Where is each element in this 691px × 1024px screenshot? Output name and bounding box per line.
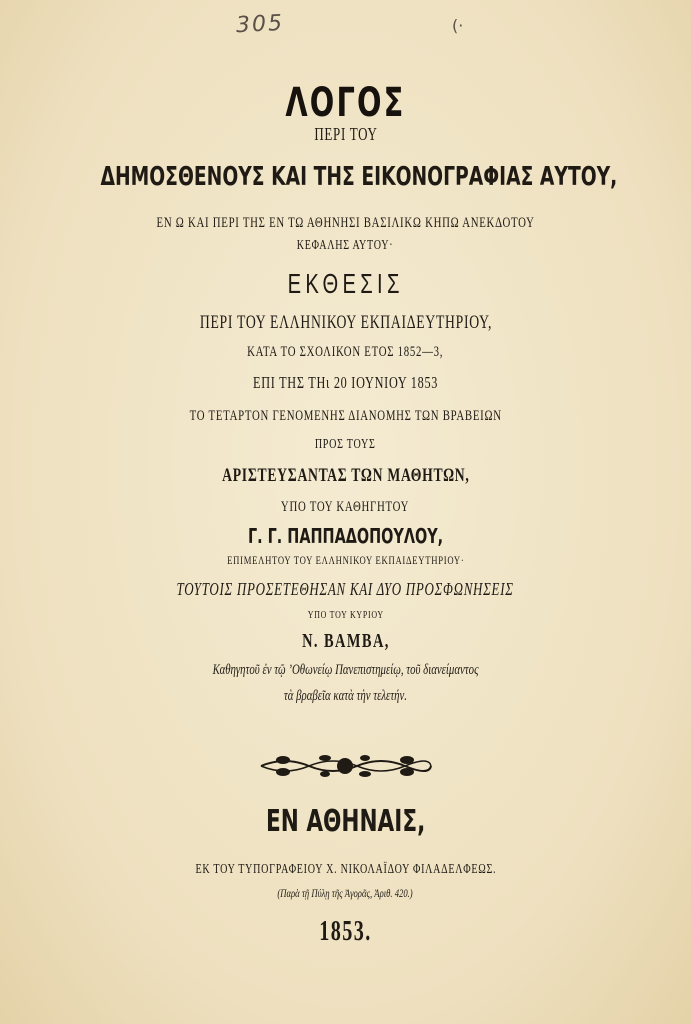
printer-line: ΕΚ ΤΟΥ ΤΥΠΟΓΡΑΦΕΙΟΥ Χ. ΝΙΚΟΛΑΪΔΟΥ ΦΙΛΑΔΕΛΦΕΩΣ. (195, 862, 496, 877)
second-author-name: Ν. ΒΑΜΒΑ, (301, 630, 390, 652)
by-mr-line: ΥΠΟ ΤΟΥ ΚΥΡΙΟΥ (307, 609, 384, 621)
handwritten-mark: (· (452, 16, 464, 35)
students-line: ΑΡΙΣΤΕΥΣΑΝΤΑΣ ΤΩΝ ΜΑΘΗΤΩΝ, (221, 465, 470, 486)
author-name: Γ. Γ. ΠΑΠΠΑΔΟΠΟΥΛΟΥ, (247, 524, 444, 548)
gymnasium-line: ΠΕΡΙ ΤΟΥ ΕΛΛΗΝΙΚΟΥ ΕΚΠΑΙΔΕΥΤΗΡΙΟΥ, (199, 312, 492, 333)
prizes-line: ΤΟ ΤΕΤΑΡΤΟΝ ΓΕΝΟΜΕΝΗΣ ΔΙΑΝΟΜΗΣ ΤΩΝ ΒΡΑΒΕΙΩΝ (189, 408, 502, 424)
to-line: ΠΡΟΣ ΤΟΥΣ (315, 437, 376, 452)
head-line: ΚΕΦΑΛΗΣ ΑΥΤΟΥ· (297, 238, 394, 253)
publication-year: 1853. (319, 916, 372, 947)
handwritten-shelfmark: 305 (235, 10, 285, 39)
ekthesis-heading: ΕΚΘΕΣΙΣ (287, 268, 404, 299)
address-line: (Παρὰ τῇ Πύλῃ τῆς Ἀγορᾶς, Ἀριθ. 420.) (277, 886, 414, 900)
leaf-vine-ornament-icon (255, 748, 435, 784)
by-teacher-line: ΥΠΟ ΤΟΥ ΚΑΘΗΓΗΤΟΥ (281, 499, 410, 515)
professor-line-2: τὰ βραβεῖα κατὰ τὴν τελετήν. (283, 688, 408, 704)
main-title: ΛΟΓΟΣ (285, 80, 406, 126)
subject-line: ΔΗΜΟΣΘΕΝΟΥΣ ΚΑΙ ΤΗΣ ΕΙΚΟΝΟΓΡΑΦΙΑΣ ΑΥΤΟΥ, (100, 162, 618, 192)
date-line: ΕΠΙ ΤΗΣ ΤΗι 20 ΙΟΥΝΙΟΥ 1853 (252, 373, 439, 392)
garden-line: ΕΝ Ω ΚΑΙ ΠΕΡΙ ΤΗΣ ΕΝ ΤΩ ΑΘΗΝΗΣΙ ΒΑΣΙΛΙΚΩ ΚΗΠΩ ΑΝΕΚΔΟΤΟΥ (156, 215, 535, 231)
school-year-line: ΚΑΤΑ ΤΟ ΣΧΟΛΙΚΟΝ ΕΤΟΣ 1852—3, (247, 344, 444, 360)
author-role: ΕΠΙΜΕΛΗΤΟΥ ΤΟΥ ΕΛΛΗΝΙΚΟΥ ΕΚΠΑΙΔΕΥΤΗΡΙΟΥ· (226, 553, 465, 567)
addresses-line: ΤΟΥΤΟΙΣ ΠΡΟΣΕΤΕΘΗΣΑΝ ΚΑΙ ΔΥΟ ΠΡΟΣΦΩΝΗΣΕΙΣ (176, 579, 515, 599)
title-about: ΠΕΡΙ ΤΟΥ (313, 124, 378, 144)
imprint-place: ΕΝ ΑΘΗΝΑΙΣ, (265, 804, 426, 839)
professor-line-1: Καθηγητοῦ ἐν τῷ ’Οθωνείῳ Πανεπιστημείῳ, τοῦ διανείμαντος (212, 662, 479, 678)
